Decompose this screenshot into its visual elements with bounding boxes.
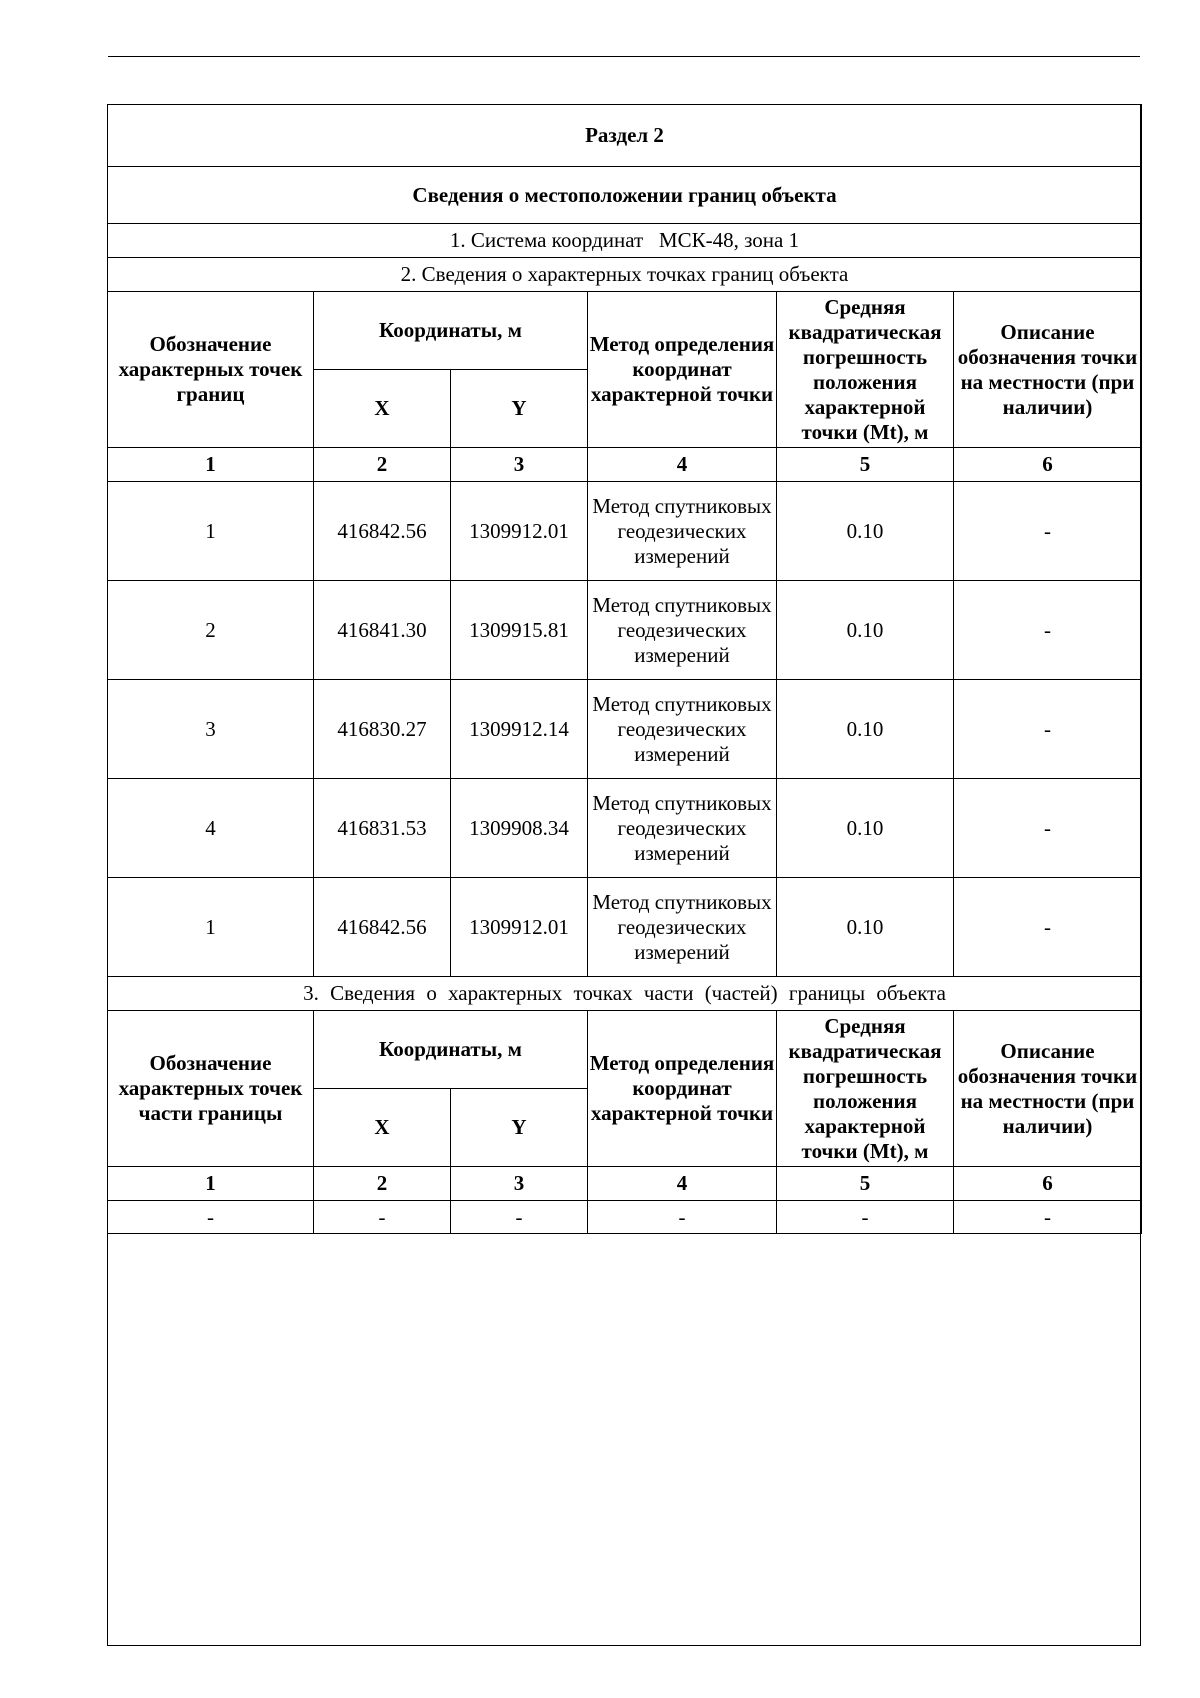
accuracy-value: 0.10 — [777, 878, 954, 977]
coordinate-x: - — [314, 1201, 451, 1234]
column-number-row — [108, 448, 1142, 482]
coordinate-y: 1309912.14 — [451, 680, 588, 779]
method-cell: - — [588, 1201, 777, 1234]
column-number: 2 — [314, 448, 451, 482]
accuracy-value: - — [777, 1201, 954, 1234]
table-row — [108, 779, 1142, 878]
col-header-accuracy: Средняя квадратическая погрешность положения характерной точки (Mt), м — [777, 292, 954, 448]
col-header-x: X — [314, 1089, 451, 1167]
part-points-heading: 3. Сведения о характерных точках части (частей) границы объекта — [108, 977, 1142, 1011]
coordinate-y: 1309915.81 — [451, 581, 588, 680]
accuracy-value: 0.10 — [777, 680, 954, 779]
coordinate-system-line — [108, 224, 1142, 258]
column-number: 3 — [451, 448, 588, 482]
table-row — [108, 680, 1142, 779]
coordinate-y: - — [451, 1201, 588, 1234]
point-number: 4 — [108, 779, 314, 878]
accuracy-value: 0.10 — [777, 482, 954, 581]
coordinate-y: 1309908.34 — [451, 779, 588, 878]
table-row — [108, 581, 1142, 680]
table-row — [108, 1201, 1142, 1234]
description-value: - — [954, 1201, 1142, 1234]
col-header-method: Метод определения координат характерной точки — [588, 1011, 777, 1167]
col-header-designation: Обозначение характерных точек части границы — [108, 1011, 314, 1167]
description-value: - — [954, 482, 1142, 581]
accuracy-value: 0.10 — [777, 581, 954, 680]
column-number: 1 — [108, 1167, 314, 1201]
point-number: - — [108, 1201, 314, 1234]
col-header-method: Метод определения координат характерной точки — [588, 292, 777, 448]
method-cell: Метод спутниковых геодезических измерений — [588, 482, 777, 581]
column-number: 3 — [451, 1167, 588, 1201]
coordinate-x: 416830.27 — [314, 680, 451, 779]
section-subtitle: Сведения о местоположении границ объекта — [108, 167, 1142, 224]
point-number: 2 — [108, 581, 314, 680]
method-cell: Метод спутниковых геодезических измерений — [588, 878, 777, 977]
coordinate-system-label: 1. Система координат — [449, 228, 644, 252]
column-number: 5 — [777, 1167, 954, 1201]
point-number: 1 — [108, 482, 314, 581]
description-value: - — [954, 581, 1142, 680]
column-number-row — [108, 1167, 1142, 1201]
col-header-coordinates: Координаты, м — [314, 1011, 588, 1089]
section-title: Раздел 2 — [108, 105, 1142, 167]
section-table — [107, 104, 1142, 1234]
coordinate-y: 1309912.01 — [451, 482, 588, 581]
description-value: - — [954, 779, 1142, 878]
column-number: 4 — [588, 448, 777, 482]
coordinate-x: 416831.53 — [314, 779, 451, 878]
col-header-designation: Обозначение характерных точек границ — [108, 292, 314, 448]
point-number: 1 — [108, 878, 314, 977]
coordinate-x: 416841.30 — [314, 581, 451, 680]
description-value: - — [954, 878, 1142, 977]
column-number: 2 — [314, 1167, 451, 1201]
method-cell: Метод спутниковых геодезических измерений — [588, 581, 777, 680]
col-header-description: Описание обозначения точки на местности (при наличии) — [954, 292, 1142, 448]
description-value: - — [954, 680, 1142, 779]
col-header-y: Y — [451, 370, 588, 448]
table-row — [108, 878, 1142, 977]
boundary-points-heading: 2. Сведения о характерных точках границ объекта — [108, 258, 1142, 292]
method-cell: Метод спутниковых геодезических измерений — [588, 680, 777, 779]
table-row — [108, 482, 1142, 581]
coordinate-x: 416842.56 — [314, 482, 451, 581]
column-number: 1 — [108, 448, 314, 482]
column-number: 6 — [954, 1167, 1142, 1201]
method-cell: Метод спутниковых геодезических измерений — [588, 779, 777, 878]
column-number: 6 — [954, 448, 1142, 482]
point-number: 3 — [108, 680, 314, 779]
header-rule — [108, 56, 1140, 57]
col-header-description: Описание обозначения точки на местности (при наличии) — [954, 1011, 1142, 1167]
column-number: 4 — [588, 1167, 777, 1201]
column-number: 5 — [777, 448, 954, 482]
coordinate-y: 1309912.01 — [451, 878, 588, 977]
accuracy-value: 0.10 — [777, 779, 954, 878]
coordinate-x: 416842.56 — [314, 878, 451, 977]
coordinate-system-value: МСК-48, зона 1 — [658, 228, 800, 252]
col-header-x: X — [314, 370, 451, 448]
col-header-coordinates: Координаты, м — [314, 292, 588, 370]
col-header-accuracy: Средняя квадратическая погрешность положения характерной точки (Mt), м — [777, 1011, 954, 1167]
col-header-y: Y — [451, 1089, 588, 1167]
